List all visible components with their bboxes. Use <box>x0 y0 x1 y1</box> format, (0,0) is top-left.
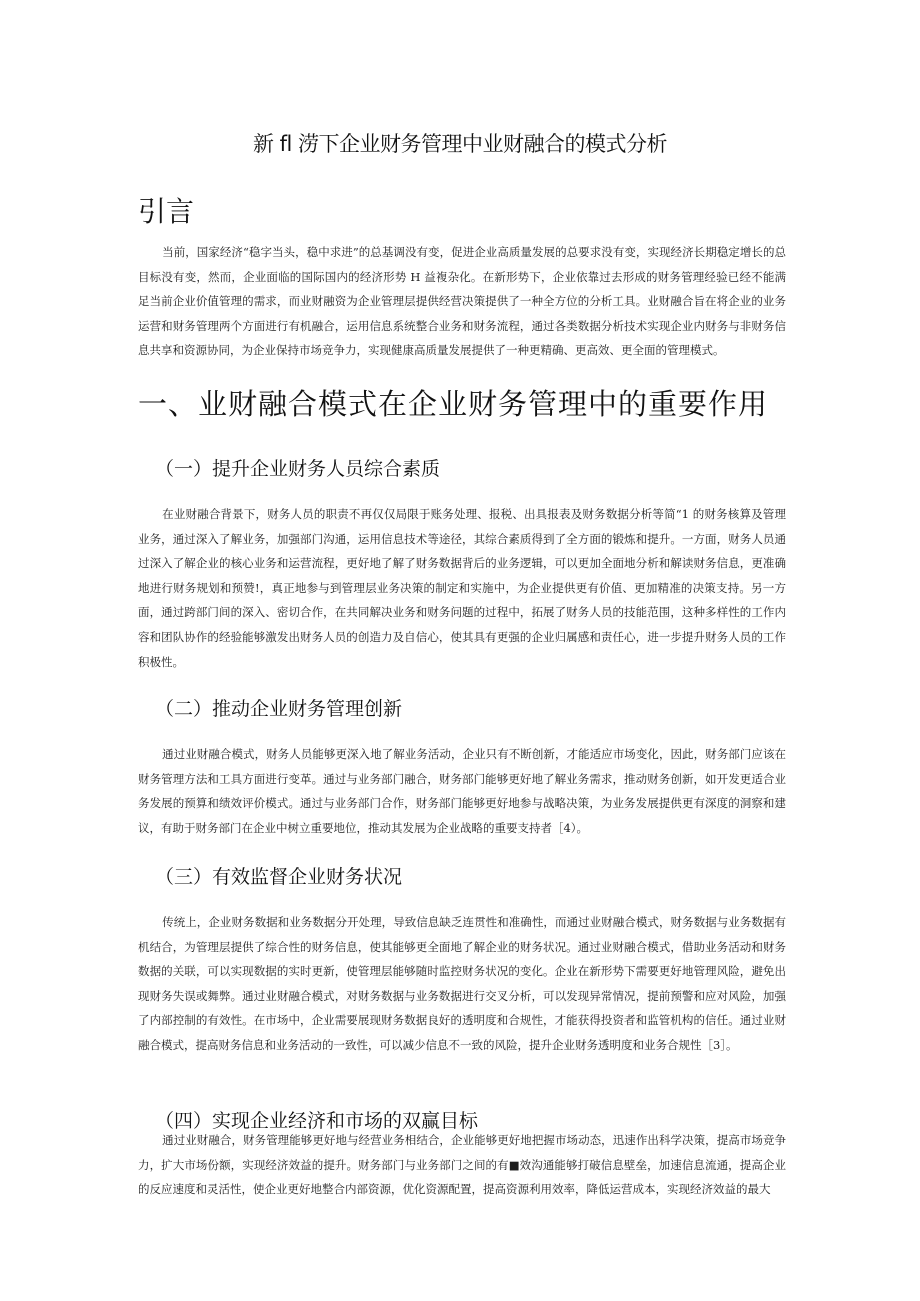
subsection-heading-4: （四）实现企业经济和市场的双赢目标 <box>155 1110 479 1132</box>
intro-paragraph: 当前，国家经济“稳字当头，稳中求进”的总基调没有变，促进企业高质量发展的总要求没有变，实现经济长期稳定增长的总目标没有变，然而，企业面临的国际国内的经济形势 H 益複杂化。在新形势下，企业依靠过去形成的财务管理经验已经不能满足当前企业价值管理的需求，而业财融资为企业管理层提供经营决策提供了一种全方位的分析工具。业财融合旨在将企业的业务运营和财务管理两个方面进行有机融合，运用信息系统整合业务和财务流程，通过各类数据分析技术实现企业内财务与非财务信息共享和资源协同，为企业保持市场竞争力，实现健康高质量发展提供了一种更精确、更高效、更全面的管理模式。 <box>138 245 786 358</box>
subsection-heading-2: （二）推动企业财务管理创新 <box>155 698 403 720</box>
section-heading: 一、业财融合模式在企业财务管理中的重要作用 <box>138 387 769 421</box>
document-title: 新 fl 涝下企业财务管理中业财融合的模式分析 <box>252 132 668 156</box>
subsection-paragraph-3: 传统上，企业财务数据和业务数据分开处理，导致信息缺乏连贯性和准确性，而通过业财融合模式，财务数据与业务数据有机结合，为管理层提供了综合性的财务信息，使其能够更全面地了解企业的财务状况。通过业财融合模式，借助业务活动和财务数据的关联，可以实现数据的实时更新，使管理层能够随时监控财务状况的变化。企业在新形势下需要更好地管理风险，避免出现财务失误或舞弊。通过业财融合模式，对财务数据与业务数据进行交叉分析，可以发现异常情况，提前预警和应对风险，加强了内部控制的有效性。在市场中，企业需要展现财务数据良好的透明度和合规性，才能获得投资者和监管机构的信任。通过业财融合模式，提高财务信息和业务活动的一致性，可以减少信息不一致的风险，提升企业财务透明度和业务合规性［3］。 <box>138 915 786 1052</box>
subsection-paragraph-2: 通过业财融合模式，财务人员能够更深入地了解业务活动，企业只有不断创新，才能适应市场变化，因此，财务部门应该在财务管理方法和工具方面进行变革。通过与业务部门融合，财务部门能够更好地了解业务需求，推动财务创新，如开发更适合业务发展的预算和绩效评价模式。通过与业务部门合作，财务部门能够更好地参与战略决策，为业务发展提供更有深度的洞察和建议，有助于财务部门在企业中树立重要地位，推动其发展为企业战略的重要支持者［4）。 <box>138 747 786 835</box>
subsection-paragraph-1: 在业财融合背景下，财务人员的职责不再仅仅局限于账务处理、报税、出具报表及财务数据分析等简“1 的财务核算及管理业务，通过深入了解业务，加强部门沟通，运用信息技术等途径，其综合素质得到了全方面的锻炼和提升。一方面，财务人员通过深入了解企业的核心业务和运营流程，更好地了解了财务数据背后的业务逻辑，可以更加全面地分析和解读财务信息，更准确地进行财务规划和预赞!，真正地参与到管理层业务决策的制定和实施中，为企业提供更有价值、更加精准的决策支持。另一方面，通过跨部门间的深入、密切合作，在共同解决业务和财务问题的过程中，拓展了财务人员的技能范围，这种多样性的工作内容和团队协作的经验能够激发出财务人员的创造力及自信心，使其具有更强的企业归属感和责任心，进一步提升财务人员的工作积极性。 <box>138 507 786 669</box>
subsection-heading-1: （一）提升企业财务人员综合素质 <box>155 458 441 480</box>
subsection-heading-3: （三）有效监督企业财务状况 <box>155 866 403 888</box>
subsection-paragraph-4: 通过业财融合，财务管理能够更好地与经营业务相结合，企业能够更好地把握市场动态，迅速作出科学决策，提高市场竞争力，扩大市场份额，实现经济效益的提升。财务部门与业务部门之间的有■效沟通能够打破信息壁垒，加速信息流通，提高企业的反应速度和灵活性，使企业更好地整合内部资源，优化资源配置，提高资源利用效率，降低运营成本，实现经济效益的最大 <box>138 1133 786 1197</box>
intro-heading: 引言 <box>138 195 195 228</box>
